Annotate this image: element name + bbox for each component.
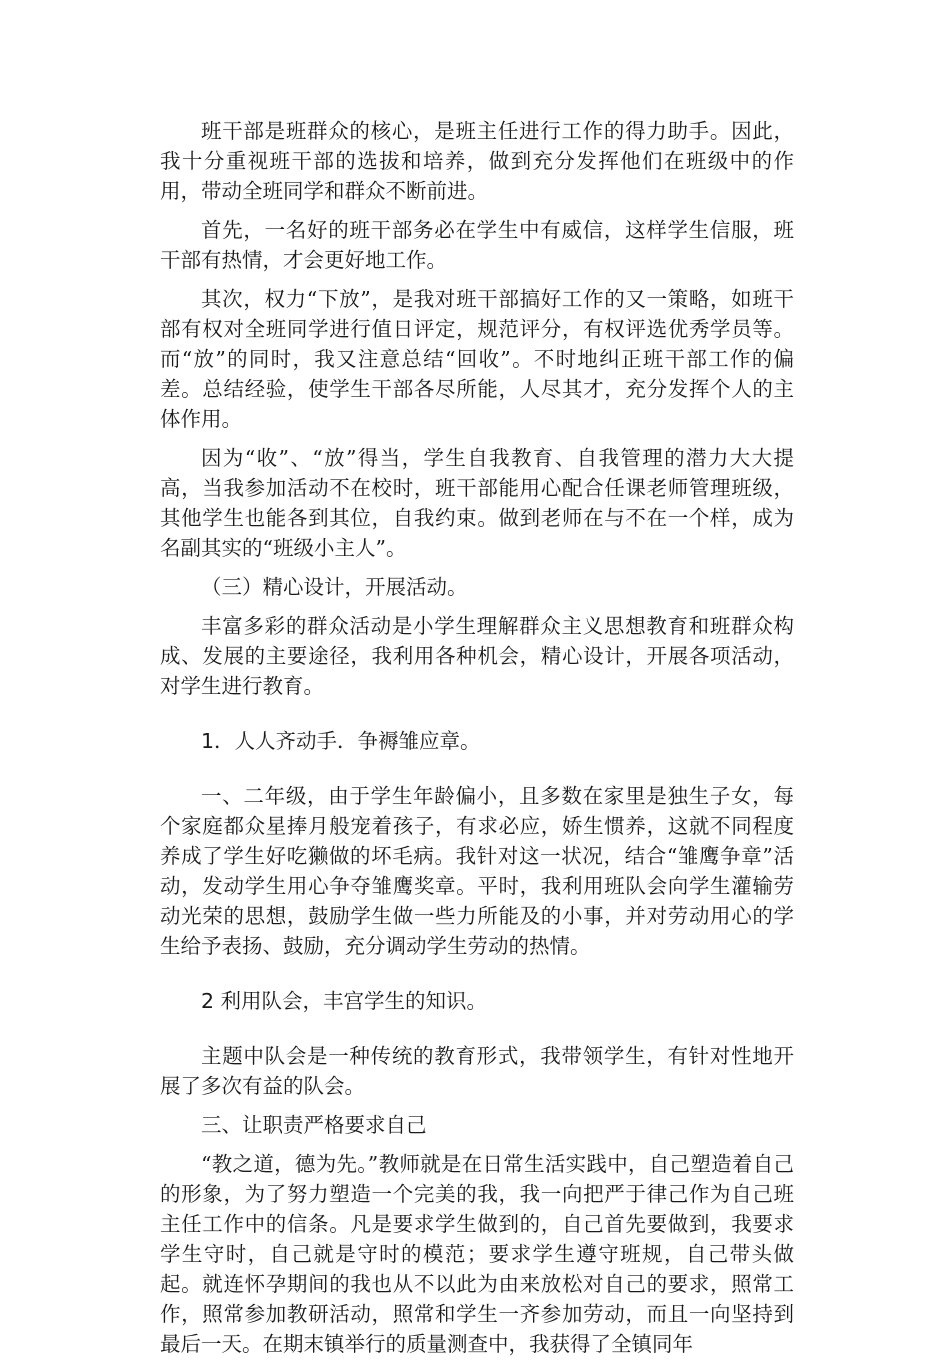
paragraph-grade-one-two: 一、二年级，由于学生年龄偏小，且多数在家里是独生子女，每个家庭都众星捧月般宠着孩子，有求必应，娇生惯养，这就不同程度养成了学生好吃獭做的坏毛病。我针对这一状况，结合“雏鹰争章”活动，发动学生用心争夺雏鹰奖章。平时，我利用班队会向学生灌输劳动光荣的思想，鼓励学生做一些力所能及的小事，并对劳动用心的学生给予表扬、鼓励，充分调动学生劳动的热情。 [160,784,794,958]
paragraph-group-activities: 丰富多彩的群众活动是小学生理解群众主义思想教育和班群众构成、发展的主要途径，我利用各种机会，精心设计，开展各项活动，对学生进行教育。 [160,614,794,698]
item-heading-2: 2 利用队会，丰宫学生的知识。 [201,989,488,1013]
paragraph-self-management: 因为“收”、“放”得当，学生自我教育、自我管理的潜力大大提高，当我参加活动不在校时，班干部能用心配合任课老师管理班级，其他学生也能各到其位，自我约束。做到老师在与不在一个样，成为名副其实的“班级小主人”。 [160,446,794,560]
section-heading-activities: （三）精心设计，开展活动。 [201,575,468,599]
paragraph-first-prestige: 首先，一名好的班干部务必在学生中有威信，这样学生信服，班干部有热情，才会更好地工作。 [160,218,794,272]
section-heading-responsibility: 三、让职责严格要求自己 [201,1113,427,1137]
document-body [160,116,794,1368]
paragraph-class-cadre-core: 班干部是班群众的核心，是班主任进行工作的得力助手。因此，我十分重视班干部的选拔和培养，做到充分发挥他们在班级中的作用，带动全班同学和群众不断前进。 [160,119,794,203]
paragraph-team-meeting: 主题中队会是一种传统的教育形式，我带领学生，有针对性地开展了多次有益的队会。 [160,1044,794,1098]
item-heading-1: 1．人人齐动手．争褥雏应章。 [201,729,481,753]
paragraph-second-delegation: 其次，权力“下放”，是我对班干部搞好工作的又一策略，如班干部有权对全班同学进行值日评定，规范评分，有权评选优秀学员等。而“放”的同时，我又注意总结“回收”。不时地纠正班干部工作的偏差。总结经验，使学生干部各尽所能，人尽其才，充分发挥个人的主体作用。 [160,287,794,431]
paragraph-teaching-ethics: “教之道，德为先。”教师就是在日常生活实践中，自己塑造着自己的形象，为了努力塑造一个完美的我，我一向把严于律己作为自己班主任工作中的信条。凡是要求学生做到的，自己首先要做到，我要求学生守时，自己就是守时的模范；要求学生遵守班规，自己带头做起。就连怀孕期间的我也从不以此为由来放松对自己的要求，照常工作，照常参加教研活动，照常和学生一齐参加劳动，而且一向坚持到最后一天。在期末镇举行的质量测查中，我获得了全镇同年 [160,1152,794,1356]
